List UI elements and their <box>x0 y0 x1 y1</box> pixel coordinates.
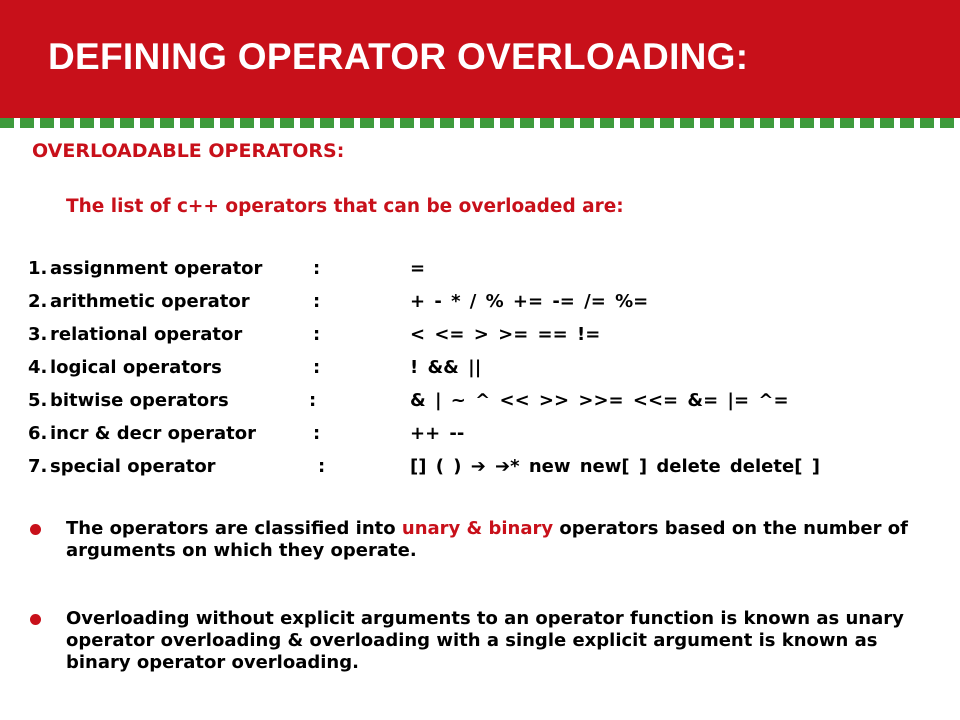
operator-symbols: ++ -- <box>410 423 465 444</box>
bullet-highlight: unary & binary <box>401 518 554 539</box>
slide-title: DEFINING OPERATOR OVERLOADING: <box>48 36 749 77</box>
operator-row <box>0 456 960 482</box>
bullet-dot-icon <box>30 614 41 625</box>
operator-symbols: [] ( ) ➔ ➔* new new[ ] delete delete[ ] <box>410 456 820 477</box>
operator-symbols: = <box>410 258 426 279</box>
operator-row <box>0 423 960 449</box>
row-number: 3. <box>28 324 48 345</box>
operator-row <box>0 390 960 416</box>
row-colon: : <box>313 324 321 345</box>
bullet-dot-icon <box>30 524 41 535</box>
bullet-text <box>66 608 946 674</box>
bullet-text-before: The operators are classified into <box>66 518 402 539</box>
row-colon: : <box>313 291 321 312</box>
operator-row <box>0 324 960 350</box>
decorative-stripe <box>0 118 960 128</box>
section-heading: OVERLOADABLE OPERATORS: <box>32 140 345 162</box>
row-number: 5. <box>28 390 48 411</box>
operator-category: assignment operator <box>50 258 263 279</box>
operator-category: relational operator <box>50 324 243 345</box>
operator-category: arithmetic operator <box>50 291 250 312</box>
operator-symbols: < <= > >= == != <box>410 324 601 345</box>
operator-category: special operator <box>50 456 216 477</box>
row-number: 1. <box>28 258 48 279</box>
bullet-text <box>66 518 946 562</box>
row-number: 7. <box>28 456 48 477</box>
operator-category: bitwise operators <box>50 390 229 411</box>
bullet-item-classification <box>26 518 926 568</box>
row-colon: : <box>313 423 321 444</box>
intro-text: The list of c++ operators that can be overloaded are: <box>66 196 624 217</box>
bullet-item-overloading-definition <box>26 608 926 680</box>
row-colon: : <box>313 258 321 279</box>
row-colon: : <box>318 456 326 477</box>
operator-row <box>0 291 960 317</box>
operator-category: logical operators <box>50 357 222 378</box>
operator-symbols: & | ~ ^ << >> >>= <<= &= |= ^= <box>410 390 789 411</box>
operator-row <box>0 357 960 383</box>
operator-category: incr & decr operator <box>50 423 256 444</box>
operator-symbols: ! && || <box>410 357 482 378</box>
operator-symbols: + - * / % += -= /= %= <box>410 291 649 312</box>
row-colon: : <box>313 357 321 378</box>
row-number: 4. <box>28 357 48 378</box>
bullet-text-after: operators based on the number of arguments on which they operate. <box>66 518 908 561</box>
operator-row <box>0 258 960 284</box>
bullet-text-before: Overloading without explicit arguments to an operator function is known as unary operator overloading & overloading with a single explicit argument is known as binary operator overloading. <box>66 608 904 673</box>
title-bar <box>0 0 960 118</box>
row-number: 2. <box>28 291 48 312</box>
row-number: 6. <box>28 423 48 444</box>
row-colon: : <box>309 390 317 411</box>
